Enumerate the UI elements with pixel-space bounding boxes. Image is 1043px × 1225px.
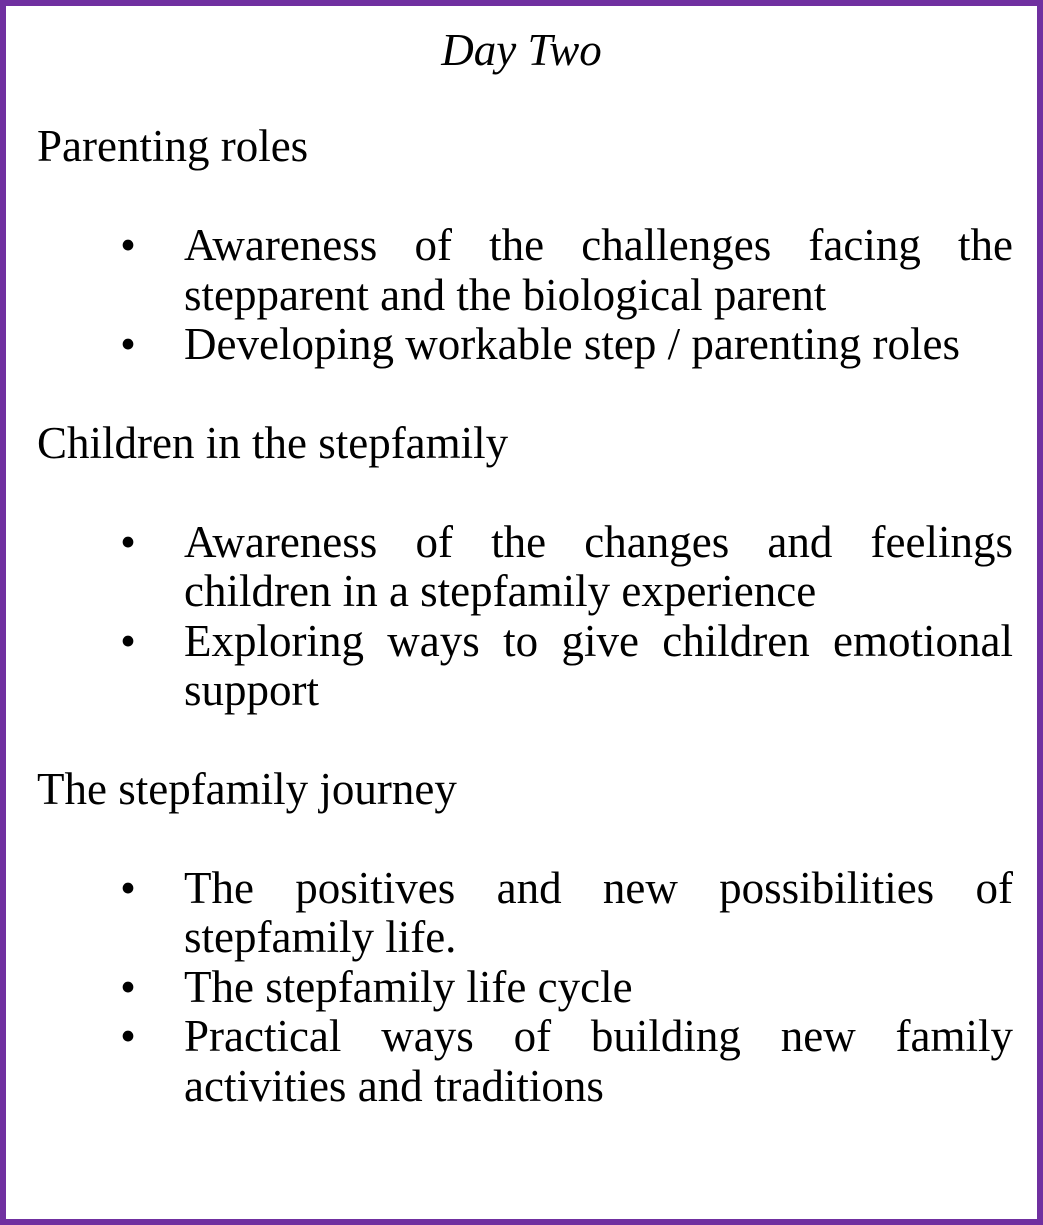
list-item bbox=[37, 221, 1013, 320]
bullet-icon: • bbox=[120, 516, 136, 567]
list-item bbox=[37, 963, 1013, 1013]
list-item-text: Awareness of the challenges facing the stepparent and the biological parent bbox=[184, 220, 1013, 320]
bullet-list bbox=[37, 864, 1013, 1112]
bullet-icon: • bbox=[120, 862, 136, 913]
section-heading: Children in the stepfamily bbox=[37, 417, 509, 468]
section-heading: Parenting roles bbox=[37, 121, 309, 171]
bullet-icon: • bbox=[120, 319, 136, 369]
section-heading: The stepfamily journey bbox=[37, 763, 457, 814]
bullet-list bbox=[37, 221, 1013, 370]
list-item bbox=[37, 518, 1013, 617]
list-item bbox=[37, 1012, 1013, 1111]
section-stepfamily-journey bbox=[37, 765, 1013, 1112]
list-item-text: Exploring ways to give children emotional support bbox=[184, 615, 1013, 715]
list-item-text: Developing workable step / parenting roles bbox=[184, 319, 961, 369]
page-title: Day Two bbox=[441, 25, 602, 75]
document-content bbox=[37, 122, 1013, 1111]
bullet-icon: • bbox=[120, 961, 136, 1012]
bullet-icon: • bbox=[120, 220, 136, 270]
list-item bbox=[37, 320, 1013, 370]
list-item-text: The stepfamily life cycle bbox=[184, 961, 633, 1012]
list-item-text: The positives and new possibilities of stepfamily life. bbox=[184, 862, 1013, 962]
bullet-icon: • bbox=[120, 1011, 136, 1061]
bullet-icon: • bbox=[120, 615, 136, 666]
section-parenting-roles bbox=[37, 122, 1013, 370]
section-children-in-stepfamily bbox=[37, 419, 1013, 716]
list-item bbox=[37, 864, 1013, 963]
list-item-text: Practical ways of building new family activities and traditions bbox=[184, 1011, 1013, 1111]
list-item-text: Awareness of the changes and feelings children in a stepfamily experience bbox=[184, 516, 1013, 616]
bullet-list bbox=[37, 518, 1013, 716]
list-item bbox=[37, 617, 1013, 716]
